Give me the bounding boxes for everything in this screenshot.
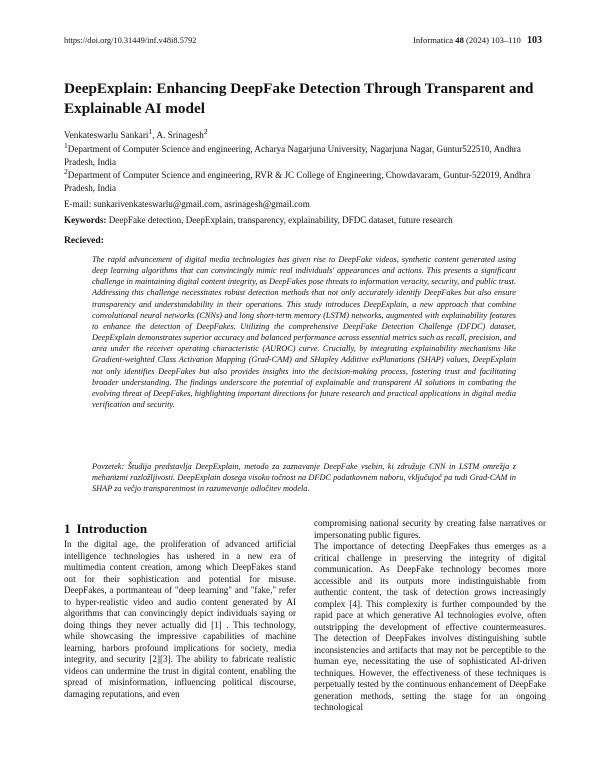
- affiliation-2-text: Department of Computer Science and engineering, RVR & JC College of Engineering, Chowdavaram, Guntur-522019, Andhra Pradesh, India: [64, 170, 531, 194]
- author-2: A. Srinagesh: [156, 130, 204, 141]
- doi-link[interactable]: https://doi.org/10.31449/inf.v48i8.5792: [64, 36, 197, 45]
- intro-paragraph-1-continued: compromising national security by creating false narratives or impersonating public figures.: [314, 518, 546, 540]
- journal-volume: 48: [455, 35, 464, 45]
- keywords-text: DeepFake detection, DeepExplain, transparency, explainability, DFDC dataset, future research: [106, 215, 453, 225]
- section-title: Introduction: [76, 521, 148, 536]
- intro-paragraph-1: In the digital age, the proliferation of advanced artificial intelligence technologies has ushered in a new era of multimedia content creation, among which DeepFakes stand out for their sophistication and potential for misuse. DeepFakes, a portmanteau of "deep learning" and "fake," refer to hyper-realistic video and audio content generated by AI algorithms that can convincingly depict individuals saying or doing things they never actually did [1] . This technology, while showcasing the impressive capabilities of machine learning, harbors profound implications for society, media integrity, and security [2][3]. The ability to fabricate realistic videos can undermine the trust in digital content, enabling the spread of misinformation, influencing political discourse, damaging reputations, and even: [64, 539, 296, 699]
- povzetek-text: Povzetek: Študija predstavlja DeepExplain, metodo za zaznavanje DeepFake vsebin, ki združuje CNN in LSTM omrežja z mehanizmi razložljivosti. DeepExplain dosega visoko točnost na DFDC podatkovnem naboru, vključujoč pa tudi Grad-CAM in SHAP za večjo transparentnost in razumevanje odločitev modela.: [92, 462, 516, 494]
- left-column: [64, 539, 296, 700]
- journal-year-pages: (2024) 103–110: [466, 35, 521, 45]
- abstract-text: The rapid advancement of digital media technologies has given rise to DeepFake videos, synthetic content generated using deep learning algorithms that can convincingly mimic real individuals' appearances and actions. This presents a significant challenge in maintaining digital content integrity, as DeepFakes pose threats to information veracity, security, and public trust. Addressing this challenge necessitates robust detection methods that not only accurately identify DeepFakes but also ensure transparency and understandability in their operations. This study introduces DeepExplain, a new approach that combine convolutional neural networks (CNNs) and long short-term memory (LSTM) networks, augmented with explainability features to enhance the detection of DeepFakes. Utilizing the comprehensive DeepFake Detection Challenge (DFDC) dataset, DeepExplain demonstrates superior accuracy and balanced performance across essential metrics such as recall, precision, and area under the receiver operating characteristic (AUROC) curve. Crucially, by integrating explainability mechanisms like Gradient-weighted Class Activation Mapping (Grad-CAM) and SHapley Additive exPlanations (SHAP) values, DeepExplain not only identifies DeepFakes but also provides insights into the decision-making process, fostering trust and facilitating broader understanding. The findings underscore the potential of explainable and transparent AI solutions in combating the evolving threat of DeepFakes, highlighting important directions for future research and practical applications in digital media verification and security.: [92, 255, 516, 410]
- email-line[interactable]: E-mail: sunkarivenkateswarlu@gmail.com, asrinagesh@gmail.com: [64, 199, 310, 209]
- affiliation-1-text: Department of Computer Science and engineering, Acharya Nagarjuna University, Nagarjuna Nagar, Guntur522510, Andhra Pradesh, India: [64, 144, 521, 168]
- section-heading-introduction: [64, 521, 147, 537]
- author-1-sup: 1: [148, 127, 153, 136]
- keywords-line: [64, 215, 544, 225]
- affiliation-2-sup: 2: [64, 167, 68, 176]
- page-number: 103: [527, 35, 542, 46]
- journal-header: [413, 35, 542, 46]
- keywords-label: Keywords:: [64, 215, 107, 225]
- author-1: Venkateswarlu Sankari: [64, 130, 149, 141]
- paper-title: DeepExplain: Enhancing DeepFake Detection Through Transparent and Explainable AI model: [64, 80, 534, 117]
- affiliation-1-sup: 1: [64, 141, 68, 150]
- received-label: Recieved:: [64, 235, 104, 246]
- intro-paragraph-2: The importance of detecting DeepFakes thus emerges as a critical challenge in preserving the integrity of digital communication. As DeepFake technology becomes more accessible and its outputs more indistinguishable from authentic content, the task of detection grows increasingly complex [4]. This complexity is further compounded by the rapid pace at which generative AI technologies evolve, often outstripping the development of effective countermeasures. The detection of DeepFakes involves distinguishing subtle inconsistencies and artifacts that may not be perceptible to the human eye, necessitating the use of sophisticated AI-driven techniques. However, the effectiveness of these techniques is perpetually tested by the continuous enhancement of DeepFake generation methods, setting the stage for an ongoing technological: [314, 541, 546, 712]
- right-column: [314, 518, 546, 714]
- section-number: 1: [64, 521, 71, 536]
- affiliation-2: [64, 165, 544, 195]
- author-2-sup: 2: [203, 127, 208, 136]
- author-separator: ,: [152, 130, 157, 141]
- journal-name: Informatica: [413, 35, 454, 45]
